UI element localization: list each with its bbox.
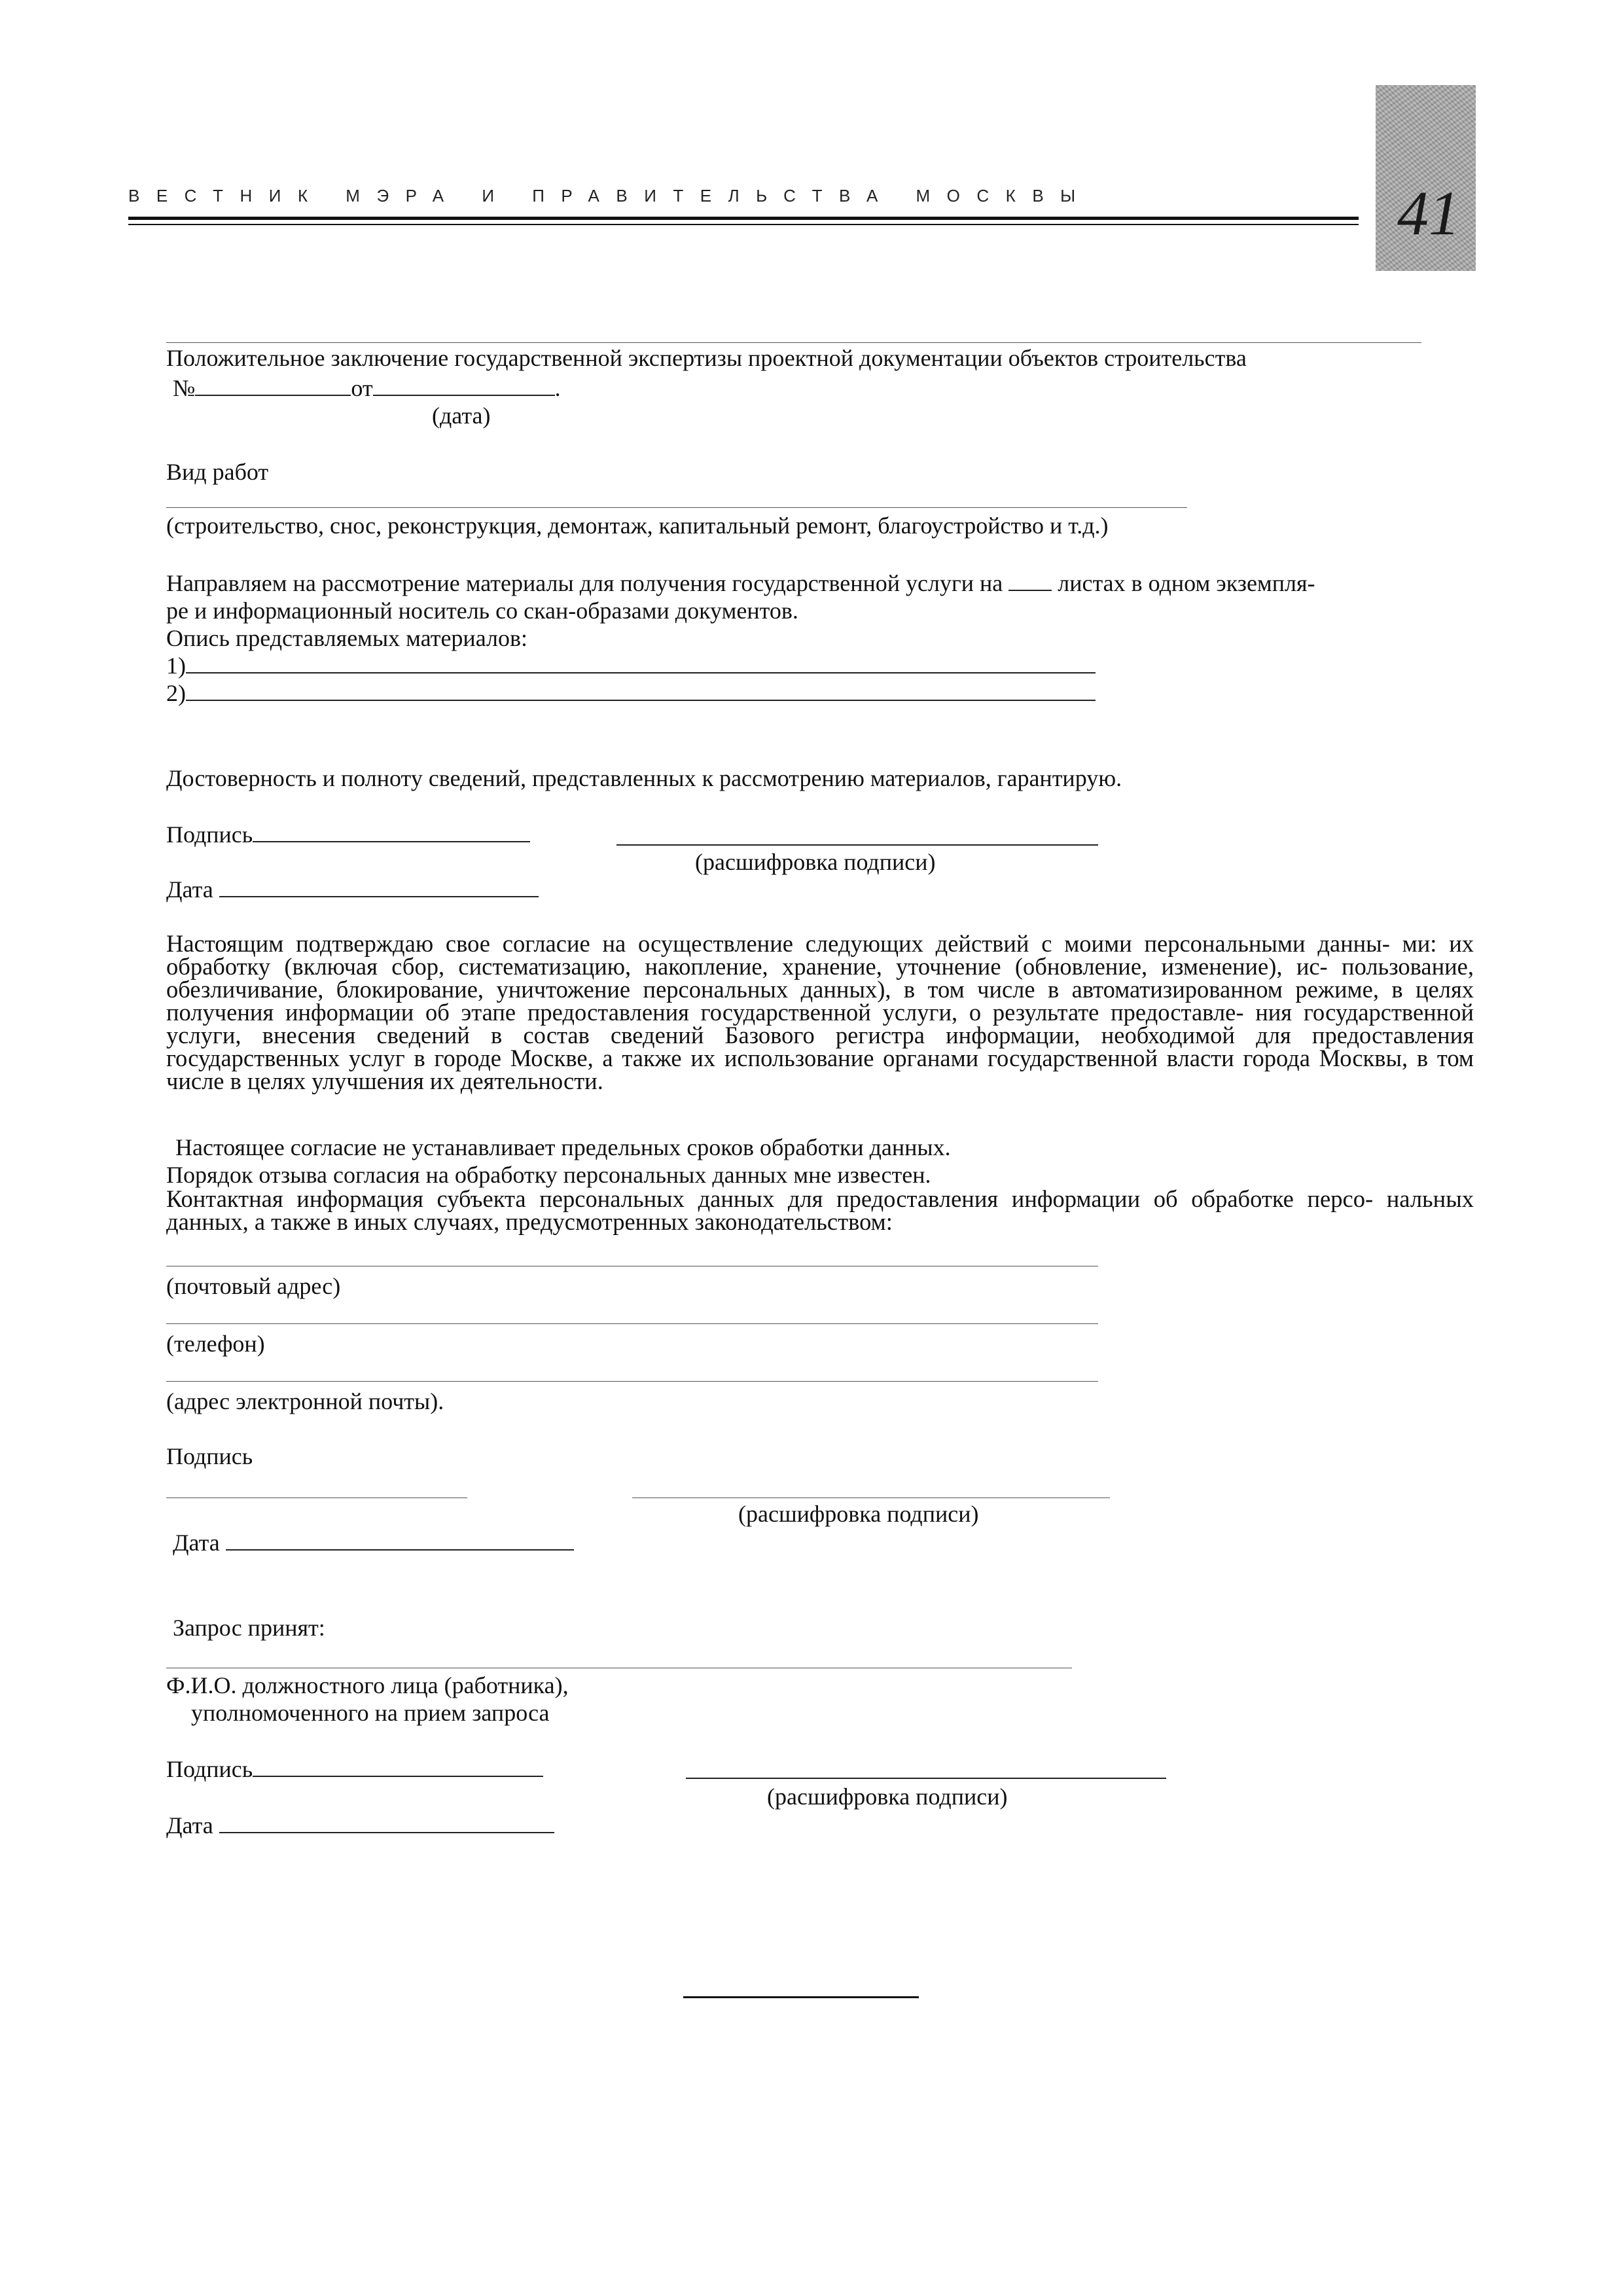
work-type-label: Вид работ (166, 459, 269, 485)
date-label-2: Дата (173, 1530, 220, 1556)
date-caption: (дата) (432, 403, 491, 429)
number-field[interactable] (195, 375, 351, 396)
submit-text-2: листах в одном экземпля- (1058, 570, 1315, 596)
inventory-item-1-label: 1) (166, 653, 186, 679)
work-type-line[interactable] (166, 507, 1187, 508)
guarantee-text: Достоверность и полноту сведений, представленных к рассмотрению материалов, гарантирую. (166, 765, 1122, 791)
date-field[interactable] (373, 375, 555, 396)
signature-row-3 (166, 1754, 543, 1784)
postal-caption: (почтовый адрес) (166, 1273, 341, 1299)
submit-text-1: Направляем на рассмотрение материалы для получения государственной услуги на (166, 570, 1003, 596)
number-sign: № (173, 375, 196, 401)
date-row-1 (166, 874, 539, 905)
header-rule-thin (128, 224, 1359, 225)
consent-paragraph-4: Контактная информация субъекта персональных данных для предоставления информации об обработке персо- нальных данных, а также в иных случаях, предусмотренных законодательством: (166, 1185, 1474, 1235)
submit-text-3: ре и информационный носитель со скан-образами документов. (166, 598, 798, 624)
date-field-3[interactable] (219, 1812, 554, 1833)
conclusion-number-row: № от . (173, 375, 561, 401)
header-rule-thick (128, 217, 1359, 220)
submit-text-line-1 (166, 568, 1474, 598)
signature-row-1 (166, 819, 530, 850)
signature-label-1: Подпись (166, 821, 253, 848)
inventory-item-2-field[interactable] (186, 680, 1096, 701)
from-label: от (351, 375, 373, 401)
date-field-1[interactable] (219, 876, 539, 897)
date-row-2 (173, 1528, 574, 1558)
inventory-item-2 (166, 678, 1096, 708)
conclusion-line: Положительное заключение государственной экспертизы проектной документации объектов строительства (166, 345, 1247, 371)
phone-caption: (телефон) (166, 1331, 265, 1357)
signature-decode-caption-3: (расшифровка подписи) (767, 1784, 1008, 1810)
consent-paragraph-1: Настоящим подтверждаю свое согласие на осуществление следующих действий с моими персональными данны- ми: их обработку (включая сбор, систематизацию, накопление, хранение, уточнение (обновление, изменение), ис- пользование, обезличивание, блокирование, уничтожение персональных данных), в том числе в автоматизированном режиме, в целях получения информации об этапе предоставления государственной услуги, о результате предоставле- ния государственной услуги, внесения сведений в состав сведений Базового регистра информации, необходимой для предоставления государственных услуг в городе Москве, а также их использование органами государственной власти города Москвы, в том числе в целях улучшения их деятельности. (166, 930, 1474, 1094)
email-line[interactable] (166, 1381, 1098, 1382)
work-type-caption: (строительство, снос, реконструкция, демонтаж, капитальный ремонт, благоустройство и т.д.) (166, 512, 1109, 539)
signature-decode-caption-2: (расшифровка подписи) (738, 1501, 979, 1527)
signature-label-3: Подпись (166, 1756, 253, 1782)
journal-title: ВЕСТНИК МЭРА И ПРАВИТЕЛЬСТВА МОСКВЫ (128, 186, 1092, 206)
consent-paragraph-2: Настоящее согласие не устанавливает предельных сроков обработки данных. (175, 1134, 951, 1160)
signature-label-2: Подпись (166, 1443, 253, 1469)
phone-line[interactable] (166, 1323, 1098, 1324)
inventory-item-2-label: 2) (166, 680, 186, 706)
official-caption-1: Ф.И.О. должностного лица (работника), (166, 1672, 569, 1698)
end-separator (683, 1996, 919, 1998)
signature-decode-line-3[interactable] (686, 1778, 1166, 1779)
signature-field-3[interactable] (253, 1756, 543, 1777)
inventory-item-1-field[interactable] (186, 653, 1096, 673)
consent-paragraph-3: Порядок отзыва согласия на обработку персональных данных мне известен. (166, 1162, 931, 1188)
inventory-label: Опись представляемых материалов: (166, 625, 527, 651)
date-label-1: Дата (166, 876, 213, 903)
accepted-label: Запрос принят: (173, 1615, 325, 1641)
signature-decode-line-1[interactable] (616, 844, 1098, 846)
sheets-count-field[interactable] (1008, 570, 1052, 591)
signature-field-1[interactable] (253, 821, 530, 842)
signature-decode-caption-1: (расшифровка подписи) (695, 849, 936, 875)
page-number: 41 (1397, 178, 1460, 248)
email-caption: (адрес электронной почты). (166, 1388, 444, 1414)
date-row-3 (166, 1810, 554, 1840)
official-caption-2: уполномоченного на прием запроса (191, 1700, 550, 1726)
inventory-item-1 (166, 651, 1096, 681)
date-field-2[interactable] (226, 1530, 574, 1551)
date-label-3: Дата (166, 1812, 213, 1839)
